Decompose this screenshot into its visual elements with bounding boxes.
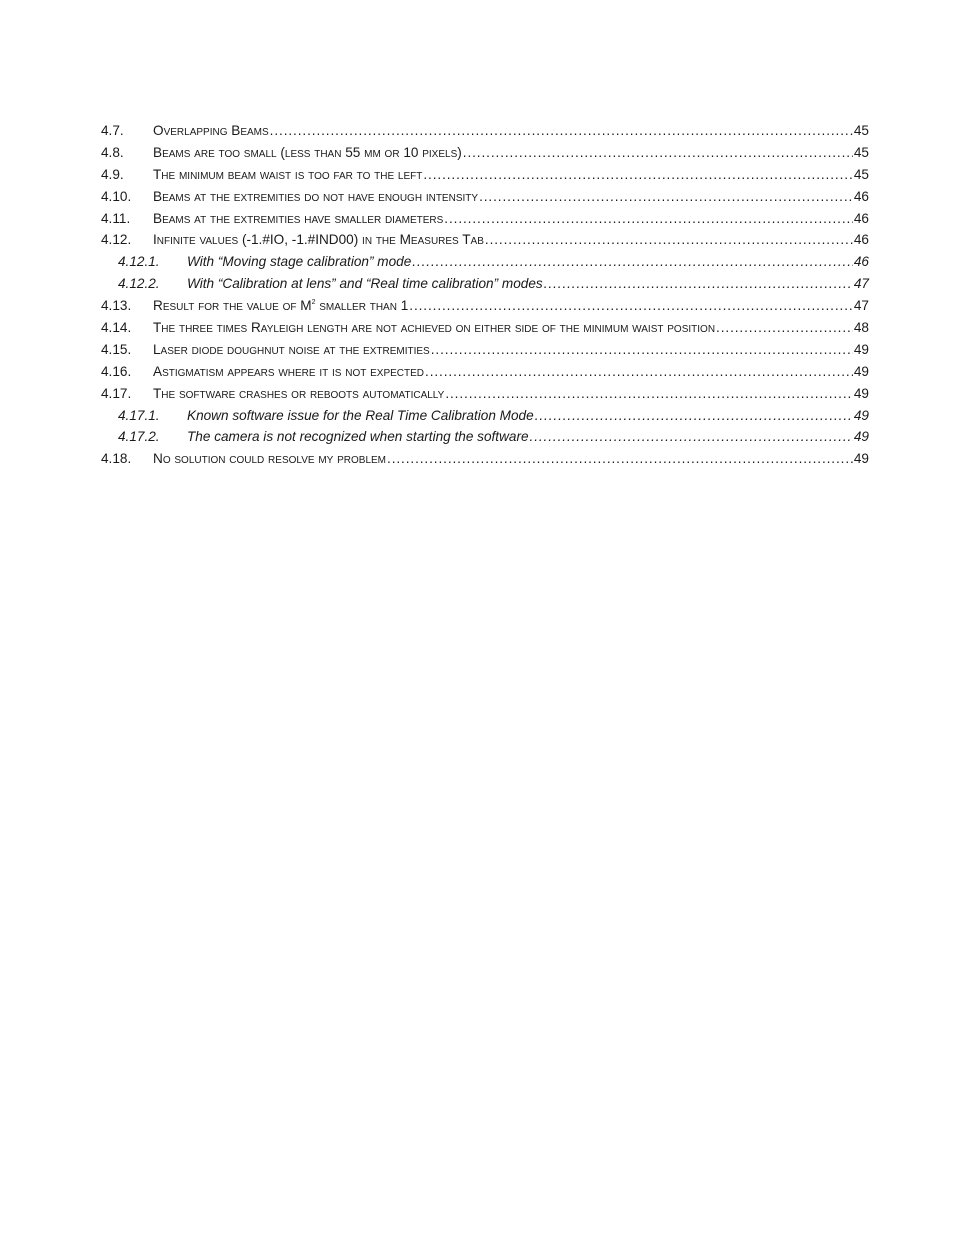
dot-leader [409, 295, 853, 317]
dot-leader [544, 273, 853, 295]
toc-entry-page: 49 [853, 341, 869, 357]
toc-entry-page: 47 [853, 298, 869, 314]
toc-entry-number: 4.17.2. [118, 429, 160, 445]
toc-entry-page: 45 [853, 123, 869, 138]
toc-entry-title: Beams at the extremities do not have enough intensity [153, 188, 479, 204]
dot-leader [444, 208, 853, 230]
toc-entry-number: 4.18. [101, 451, 132, 467]
toc-entry-title: The camera is not recognized when starting the software [187, 429, 529, 445]
dot-leader [412, 251, 853, 273]
toc-entry-number: 4.12.2. [118, 276, 160, 292]
toc-entry-title: Beams at the extremities have smaller diameters [153, 210, 444, 226]
toc-entry-page: 45 [853, 166, 869, 182]
toc-entry-number: 4.10. [101, 188, 132, 204]
dot-leader [423, 164, 853, 186]
dot-leader [425, 361, 853, 383]
toc-entry-4-12-1[interactable] [101, 251, 869, 273]
toc-entry-4-16[interactable] [101, 361, 869, 383]
toc-entry-number: 4.11. [101, 210, 131, 226]
toc-entry-page: 46 [853, 188, 869, 204]
toc-entry-page: 45 [853, 144, 869, 160]
dot-leader [716, 317, 853, 339]
toc-entry-number: 4.15. [101, 341, 132, 357]
toc-entry-number: 4.12.1. [118, 254, 160, 270]
toc-entry-title: The three times Rayleigh length are not achieved on either side of the minimum waist position [153, 320, 716, 336]
toc-entry-title: Known software issue for the Real Time Calibration Mode [187, 407, 534, 423]
toc-entry-title: The minimum beam waist is too far to the left [153, 166, 423, 182]
toc-entry-4-17-1[interactable] [101, 405, 869, 427]
toc-entry-page: 49 [853, 385, 869, 401]
toc-entry-number: 4.14. [101, 320, 132, 336]
toc-entry-title: Astigmatism appears where it is not expected [153, 363, 425, 379]
table-of-contents [101, 120, 869, 470]
toc-entry-title-suffix: smaller than 1 [315, 298, 409, 314]
toc-entry-title: Laser diode doughnut noise at the extremities [153, 341, 430, 357]
toc-entry-page: 46 [853, 232, 869, 248]
dot-leader [530, 426, 853, 448]
dot-leader [387, 448, 853, 470]
toc-entry-4-17-2[interactable] [101, 426, 869, 448]
dot-leader [463, 142, 853, 164]
toc-entry-4-13[interactable] [101, 295, 869, 317]
toc-entry-4-17[interactable] [101, 383, 869, 405]
toc-entry-4-11[interactable] [101, 208, 869, 230]
toc-entry-page: 49 [853, 451, 869, 467]
toc-entry-page: 48 [853, 320, 869, 336]
toc-entry-number: 4.17. [101, 385, 132, 401]
superscript-two: 2 [311, 299, 316, 307]
dot-leader [485, 229, 853, 251]
toc-entry-4-14[interactable] [101, 317, 869, 339]
dot-leader [431, 339, 853, 361]
toc-entry-page: 49 [853, 407, 869, 423]
dot-leader [535, 405, 853, 427]
dot-leader [479, 186, 853, 208]
dot-leader [270, 120, 853, 142]
toc-entry-4-12[interactable] [101, 229, 869, 251]
dot-leader [445, 383, 853, 405]
toc-entry-number: 4.9. [101, 166, 124, 182]
toc-entry-4-10[interactable] [101, 186, 869, 208]
toc-entry-title: Overlapping Beams [153, 123, 269, 138]
toc-entry-4-15[interactable] [101, 339, 869, 361]
toc-entry-page: 49 [853, 363, 869, 379]
toc-entry-title: Infinite values (-1.#IO, -1.#IND00) in the Measures Tab [153, 232, 484, 248]
toc-entry-number: 4.13. [101, 298, 132, 314]
toc-entry-number: 4.12. [101, 232, 132, 248]
toc-entry-title: Beams are too small (less than 55 mm or 10 pixels) [153, 144, 462, 160]
toc-entry-4-18[interactable] [101, 448, 869, 470]
toc-entry-4-12-2[interactable] [101, 273, 869, 295]
toc-entry-4-9[interactable] [101, 164, 869, 186]
toc-entry-title: The software crashes or reboots automatically [153, 385, 445, 401]
toc-entry-title [153, 295, 408, 317]
toc-entry-title-prefix: Result for the value of M [153, 298, 312, 314]
toc-entry-page: 49 [853, 429, 869, 445]
toc-entry-page: 47 [853, 276, 869, 292]
toc-entry-4-8[interactable] [101, 142, 869, 164]
toc-entry-title: With “Calibration at lens” and “Real time calibration” modes [187, 276, 543, 292]
toc-entry-number: 4.8. [101, 144, 124, 160]
toc-entry-page: 46 [853, 254, 869, 270]
toc-entry-title: With “Moving stage calibration” mode [187, 254, 412, 270]
toc-entry-number: 4.17.1. [118, 407, 160, 423]
toc-entry-number: 4.7. [101, 123, 124, 138]
toc-entry-title: No solution could resolve my problem [153, 451, 387, 467]
toc-entry-page: 46 [853, 210, 869, 226]
toc-entry-4-7[interactable] [101, 120, 869, 142]
toc-entry-number: 4.16. [101, 363, 132, 379]
